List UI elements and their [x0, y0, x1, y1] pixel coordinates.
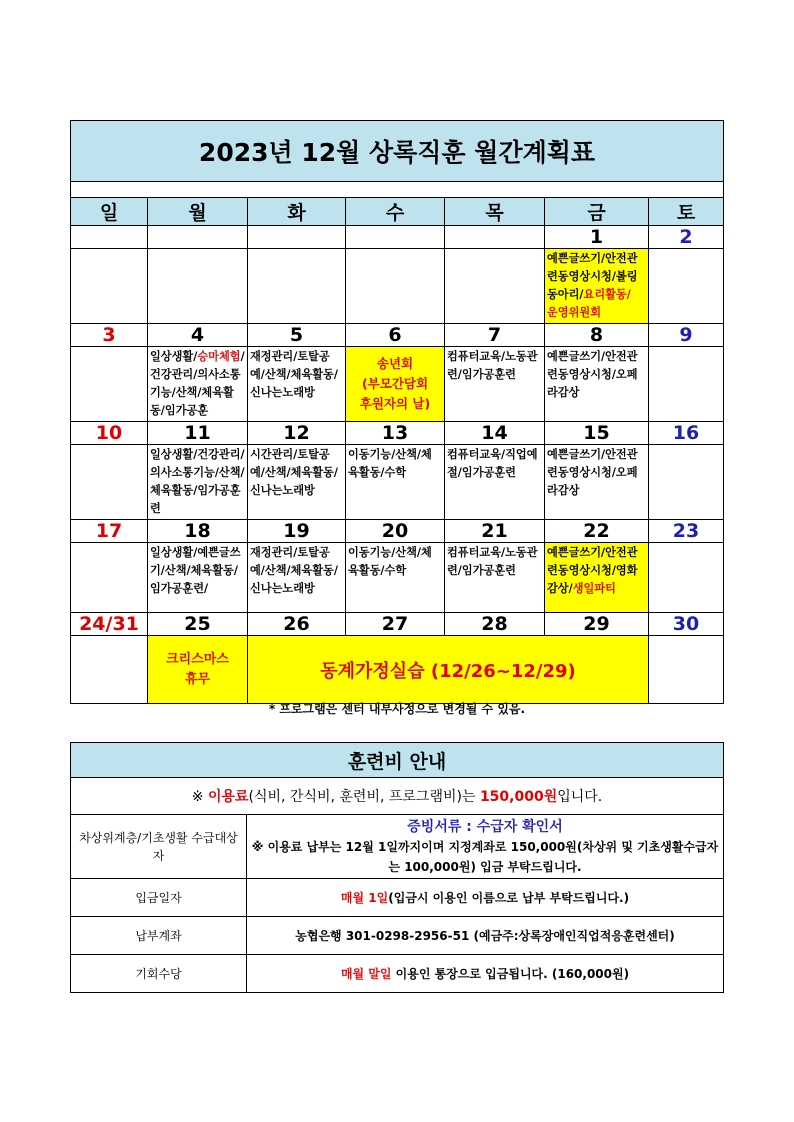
- spacer-row: [71, 182, 724, 198]
- event-cell-mon: [148, 347, 248, 422]
- event-text: (부모간담회: [361, 376, 429, 391]
- date-cell: 9: [649, 324, 724, 347]
- weekday-header-row: [71, 198, 724, 226]
- event-text-highlight: 승마체험: [197, 350, 241, 363]
- date-cell: [71, 226, 148, 249]
- date-cell: 27: [346, 613, 445, 636]
- week2-date-row: [71, 324, 724, 347]
- date-cell: [148, 226, 248, 249]
- date-cell: 23: [649, 520, 724, 543]
- event-cell-mon: 일상생활/예쁜글쓰기/산책/체육활동/임가공훈련/: [148, 543, 248, 613]
- date-cell: 29: [545, 613, 649, 636]
- fee-row: [71, 879, 724, 917]
- calendar-title: 2023년 12월 상록직훈 월간계획표: [71, 121, 724, 182]
- fee-sub-heading: 증빙서류 : 수급자 확인서: [407, 818, 563, 835]
- week3-event-row: [71, 445, 724, 520]
- event-text: 송년회: [376, 356, 414, 371]
- event-text: 크리스마스: [166, 651, 229, 667]
- event-cell-tue: 재정관리/토탈공예/산책/체육활동/신나는노래방: [248, 543, 346, 613]
- date-cell: 10: [71, 422, 148, 445]
- fee-intro-text: ※: [191, 789, 208, 805]
- event-cell-fri: 예쁜글쓰기/안전관련동영상시청/오페라감상: [545, 445, 649, 520]
- event-text: 휴무: [184, 671, 211, 687]
- fee-value-cell: [247, 879, 724, 917]
- date-cell: 14: [445, 422, 545, 445]
- monthly-calendar: [70, 120, 724, 704]
- event-cell-tue: 시간관리/토탈공예/산책/체육활동/신나는노래방: [248, 445, 346, 520]
- event-text: 예쁜글쓰기/안전관련동영상시청/볼링동아리/: [547, 252, 638, 301]
- event-cell: [649, 636, 724, 704]
- event-cell: [248, 249, 346, 324]
- event-text-highlight: 운영위원회: [547, 306, 602, 319]
- event-cell: [71, 543, 148, 613]
- date-cell: [445, 226, 545, 249]
- week1-date-row: [71, 226, 724, 249]
- weekday-fri: 금: [545, 198, 649, 226]
- date-cell: 19: [248, 520, 346, 543]
- event-cell-wed: 이동기능/산책/체육활동/수학: [346, 543, 445, 613]
- date-cell: 7: [445, 324, 545, 347]
- fee-intro-highlight: 이용료: [207, 789, 249, 805]
- date-cell: 25: [148, 613, 248, 636]
- event-text: 예쁜글쓰기/안전관련동영상시청/영화감상/: [547, 546, 638, 595]
- week3-date-row: [71, 422, 724, 445]
- footnote: * 프로그램은 센터 내부사정으로 변경될 수 있음.: [268, 702, 526, 716]
- event-cell: [445, 249, 545, 324]
- fee-value: 이용인 통장으로 입금됩니다. (160,000원): [391, 967, 630, 981]
- fee-title: 훈련비 안내: [71, 743, 724, 778]
- date-cell: 18: [148, 520, 248, 543]
- weekday-tue: 화: [248, 198, 346, 226]
- fee-value: 농협은행 301-0298-2956-51 (예금주:상록장애인직업적응훈련센터): [247, 917, 724, 955]
- date-cell: 2: [649, 226, 724, 249]
- event-text: /건강관리/의사소통기능/산책/체육활동/임가공훈: [150, 350, 245, 417]
- fee-row: [71, 815, 724, 879]
- fee-label: 입금일자: [71, 879, 247, 917]
- weekday-wed: 수: [346, 198, 445, 226]
- date-cell: 16: [649, 422, 724, 445]
- date-cell: 28: [445, 613, 545, 636]
- event-text-highlight: 생일파티: [572, 582, 616, 595]
- event-cell: [649, 347, 724, 422]
- event-cell: [649, 543, 724, 613]
- date-cell: 15: [545, 422, 649, 445]
- fee-label: 차상위계층/기초생활 수급대상자: [71, 815, 247, 879]
- home-practice-cell: 동계가정실습 (12/26~12/29): [248, 636, 649, 704]
- holiday-cell: [148, 636, 248, 704]
- week5-date-row: [71, 613, 724, 636]
- event-cell-wed: 이동기능/산책/체육활동/수학: [346, 445, 445, 520]
- week5-event-row: [71, 636, 724, 704]
- date-cell: 12: [248, 422, 346, 445]
- event-cell: [148, 249, 248, 324]
- fee-value-highlight: 매월 말일: [340, 967, 392, 981]
- date-cell: 13: [346, 422, 445, 445]
- week4-date-row: [71, 520, 724, 543]
- date-cell: 4: [148, 324, 248, 347]
- event-text: 후원자의 날): [359, 396, 431, 411]
- event-text-highlight: 요리활동/: [583, 288, 631, 301]
- weekday-thu: 목: [445, 198, 545, 226]
- event-cell: [71, 636, 148, 704]
- event-cell-mon: 일상생활/건강관리/의사소통기능/산책/체육활동/임가공훈련: [148, 445, 248, 520]
- event-cell: [71, 347, 148, 422]
- date-cell: 3: [71, 324, 148, 347]
- week2-event-row: [71, 347, 724, 422]
- event-cell: [71, 445, 148, 520]
- date-cell: 1: [545, 226, 649, 249]
- event-cell-tue: 재정관리/토탈공예/산책/체육활동/신나는노래방: [248, 347, 346, 422]
- fee-row: [71, 917, 724, 955]
- fee-value-highlight: 매월 1일: [340, 891, 389, 905]
- date-cell: 6: [346, 324, 445, 347]
- fee-label: 납부계좌: [71, 917, 247, 955]
- week1-event-row: [71, 249, 724, 324]
- fee-intro-text: 입니다.: [557, 789, 603, 805]
- event-cell-thu: 컴퓨터교육/직업예절/임가공훈련: [445, 445, 545, 520]
- fee-intro-text: (식비, 간식비, 훈련비, 프로그램비)는: [248, 789, 480, 805]
- fee-value: ※ 이용료 납부는 12월 1일까지이며 지정계좌로 150,000원(차상위 및 기초생활수급자는 100,000원) 입금 부탁드립니다.: [251, 839, 719, 874]
- date-cell: 5: [248, 324, 346, 347]
- date-cell: 20: [346, 520, 445, 543]
- event-cell-wed: [346, 347, 445, 422]
- fee-intro: [71, 778, 724, 815]
- date-cell: 11: [148, 422, 248, 445]
- date-cell: [346, 226, 445, 249]
- event-cell: [649, 445, 724, 520]
- event-cell: [71, 249, 148, 324]
- date-cell: 22: [545, 520, 649, 543]
- fee-value-cell: [247, 815, 724, 879]
- date-cell: 30: [649, 613, 724, 636]
- event-cell-fri: [545, 249, 649, 324]
- weekday-mon: 월: [148, 198, 248, 226]
- fee-value: (입금시 이용인 이름으로 납부 부탁드립니다.): [388, 891, 630, 905]
- weekday-sat: 토: [649, 198, 724, 226]
- date-cell: [248, 226, 346, 249]
- event-cell: [346, 249, 445, 324]
- date-cell: 21: [445, 520, 545, 543]
- week4-event-row: [71, 543, 724, 613]
- date-cell: 17: [71, 520, 148, 543]
- event-cell: [649, 249, 724, 324]
- fee-label: 기회수당: [71, 955, 247, 993]
- date-cell: 24/31: [71, 613, 148, 636]
- event-cell-thu: 컴퓨터교육/노동관련/임가공훈련: [445, 543, 545, 613]
- event-cell-fri: [545, 543, 649, 613]
- fee-amount: 150,000원: [479, 789, 558, 805]
- event-text: 일상생활/: [150, 350, 198, 363]
- fee-row: [71, 955, 724, 993]
- fee-table: [70, 742, 724, 993]
- fee-value-cell: [247, 955, 724, 993]
- date-cell: 8: [545, 324, 649, 347]
- event-cell-fri: 예쁜글쓰기/안전관련동영상시청/오페라감상: [545, 347, 649, 422]
- date-cell: 26: [248, 613, 346, 636]
- event-cell-thu: 컴퓨터교육/노동관련/임가공훈련: [445, 347, 545, 422]
- weekday-sun: 일: [71, 198, 148, 226]
